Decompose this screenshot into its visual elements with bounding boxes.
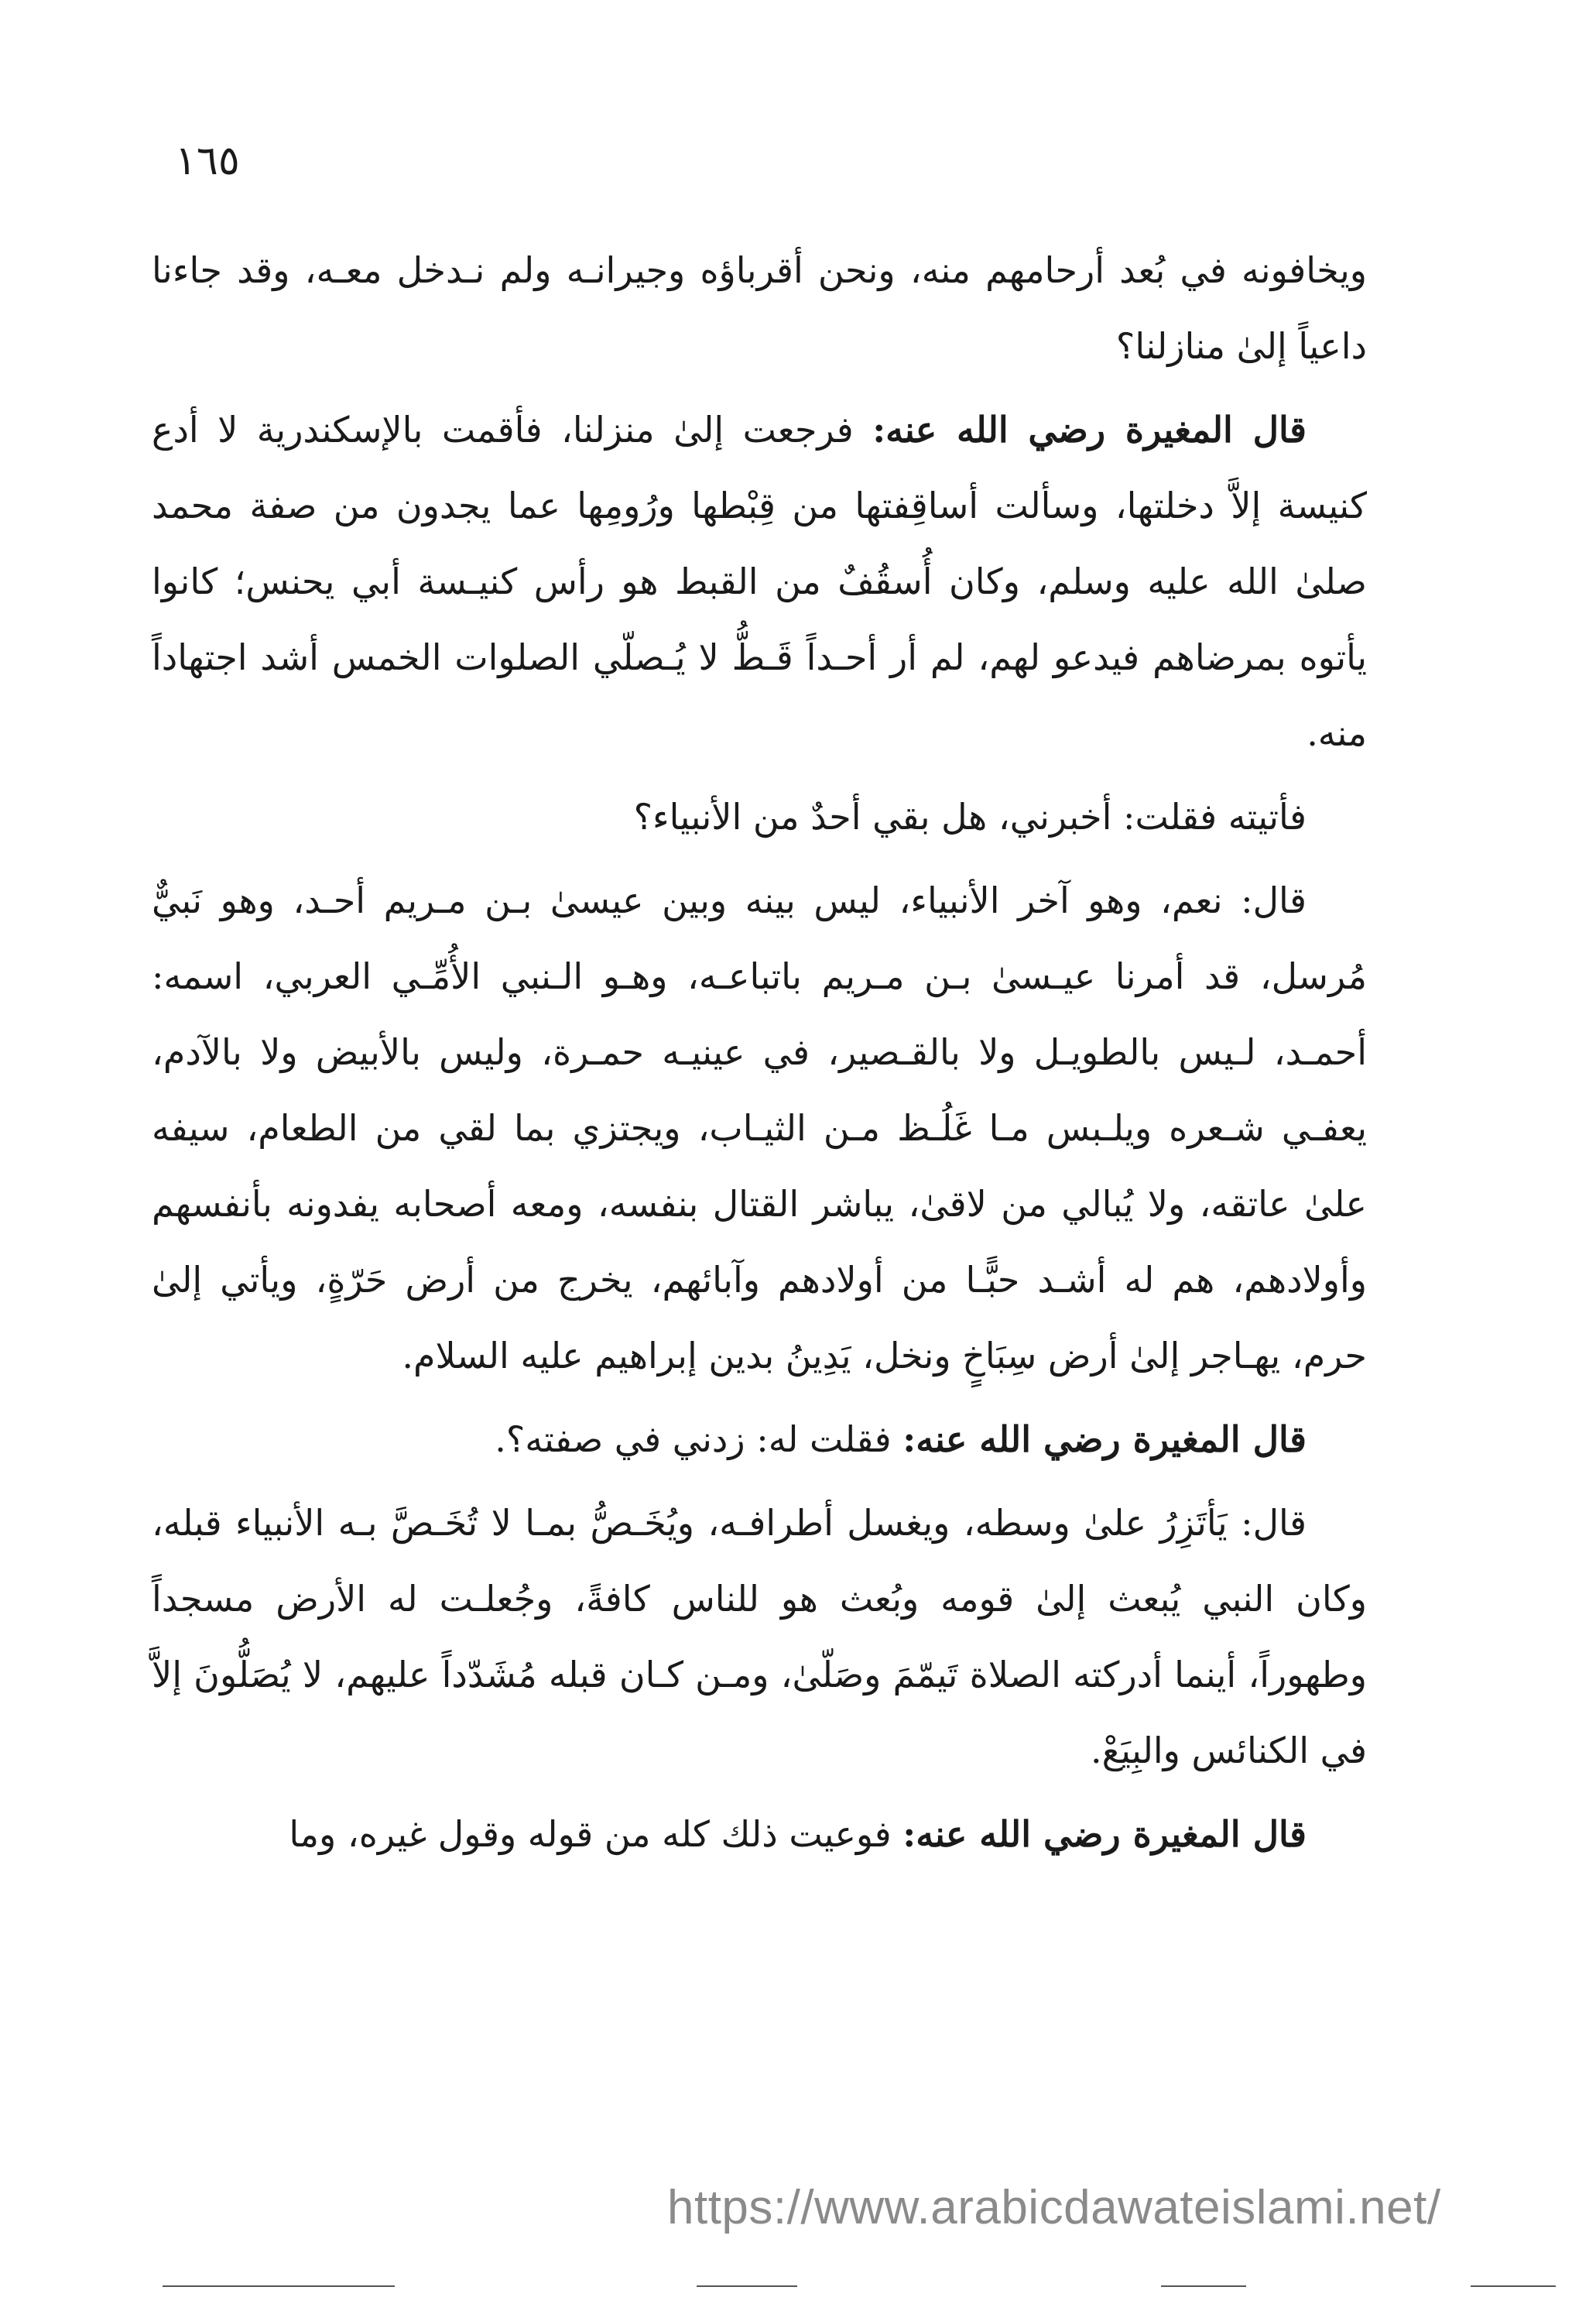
footer-rule — [1471, 2285, 1556, 2287]
speaker-attribution: قال المغيرة رضي الله عنه: — [902, 1813, 1307, 1855]
paragraph-text: قال: نعم، وهو آخر الأنبياء، ليس بينه وبين عيسىٰ بـن مـريم أحـد، وهو نَبيٌّ مُرسل، قد أمرنا عيـسىٰ بـن مـريم باتباعـه، وهـو الـنبي الأُمِّـي العربي، اسمه: أحمـد، لـيس بالطويـل ولا بالقـصير، في عينيـه حمـرة، وليس بالأبيض ولا بالآدم، يعفـي شـعره ويلـبس مـا غَلُـظ مـن الثيـاب، ويجتزي بما لقي من الطعام، سيفه علىٰ عاتقه، ولا يُبالي من لاقىٰ، يباشر القتال بنفسه، ومعه أصحابه يفدونه بأنفسهم وأولادهم، هم له أشـد حبًّـا من أولادهم وآبائهم، يخرج من أرض حَرّةٍ، ويأتي إلىٰ حرم، يهـاجر إلىٰ أرض سِبَاخٍ ونخل، يَدِينُ بدين إبراهيم عليه السلام. — [152, 879, 1367, 1377]
paragraph-text: قال: يَأتَزِرُ علىٰ وسطه، ويغسل أطرافـه، ويُخَـصُّ بمـا لا تُخَـصَّ بـه الأنبياء قبله، وكان النبي يُبعث إلىٰ قومه وبُعث هو للناس كافةً، وجُعلـت له الأرض مسجداً وطهوراً، أينما أدركته الصلاة تَيمّمَ وصَلّىٰ، ومـن كـان قبله مُشَدّداً عليهم، لا يُصَلُّونَ إلاَّ في الكنائس والبِيَعْ. — [152, 1502, 1367, 1771]
paragraph-text: فقلت له: زدني في صفته؟. — [495, 1418, 903, 1460]
paragraph — [152, 1485, 1367, 1788]
page-number: ١٦٥ — [175, 138, 240, 184]
footer-rule — [163, 2285, 395, 2287]
body-text — [152, 232, 1367, 1880]
paragraph — [152, 232, 1367, 384]
paragraph — [152, 392, 1367, 771]
paragraph — [152, 1796, 1367, 1872]
paragraph-text: فرجعت إلىٰ منزلنا، فأقمت بالإسكندرية لا أدع كنيسة إلاَّ دخلتها، وسألت أساقِفتها من قِبْطها ورُومِها عما يجدون من صفة محمد صلىٰ الله عليه وسلم، وكان أُسقُفٌ من القبط هو رأس كنيـسة أبي يحنس؛ كانوا يأتوه بمرضاهم فيدعو لهم، لم أر أحـداً قَـطُّ لا يُـصلّي الصلوات الخمس أشد اجتهاداً منه. — [152, 409, 1367, 754]
speaker-attribution: قال المغيرة رضي الله عنه: — [872, 409, 1307, 451]
paragraph — [152, 779, 1367, 855]
paragraph — [152, 862, 1367, 1394]
footer-rule — [697, 2285, 797, 2287]
paragraph-text: فأتيته فقلت: أخبرني، هل بقي أحدٌ من الأنبياء؟ — [633, 796, 1307, 838]
paragraph-text: ويخافونه في بُعد أرحامهم منه، ونحن أقرباؤه وجيرانـه ولم نـدخل معـه، وقد جاءنا داعياً إلىٰ منازلنا؟ — [152, 249, 1367, 367]
source-url-watermark: https://www.arabicdawateislami.net/ — [667, 2181, 1441, 2234]
paragraph-text: فوعيت ذلك كله من قوله وقول غيره، وما — [289, 1813, 903, 1855]
footer-rule — [1161, 2285, 1246, 2287]
speaker-attribution: قال المغيرة رضي الله عنه: — [902, 1418, 1307, 1460]
paragraph — [152, 1401, 1367, 1477]
